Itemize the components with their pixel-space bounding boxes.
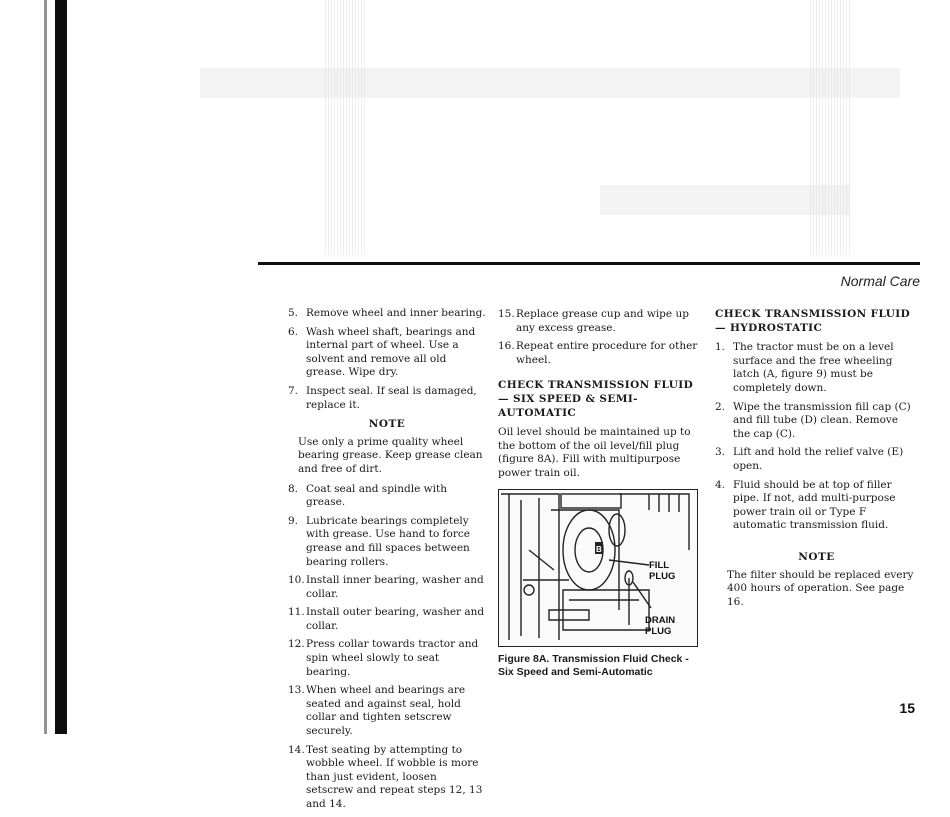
figure-marker: B — [596, 544, 602, 554]
step-item — [288, 684, 486, 738]
column-2 — [498, 308, 702, 679]
step-list — [288, 483, 486, 812]
scan-artifact — [325, 0, 365, 255]
step-number: 9. — [288, 514, 299, 527]
step-item — [288, 307, 486, 321]
step-item — [288, 744, 486, 812]
step-list — [288, 307, 486, 412]
step-number: 7. — [288, 384, 299, 397]
step-text: Test seating by attempting to wobble wheel. If wobble is more than just evident, loosen setscrew and repeat steps 12, 13 and 14. — [306, 743, 483, 810]
note-heading: NOTE — [798, 550, 835, 563]
step-number: 15. — [498, 308, 515, 320]
note-heading: NOTE — [368, 418, 406, 431]
drain-plug-label-line2: PLUG — [645, 625, 672, 637]
step-text: Wipe the transmission fill cap (C) and fill tube (D) clean. Remove the cap (C). — [733, 400, 911, 440]
step-text: When wheel and bearings are seated and against seal, hold collar and tighten setscrew securely. — [306, 684, 466, 738]
figure-caption: Figure 8A. Transmission Fluid Check - Six Speed and Semi-Automatic — [498, 652, 689, 678]
step-item — [288, 606, 486, 633]
step-item — [288, 326, 486, 380]
scan-artifact — [600, 185, 850, 215]
section-title: Normal Care — [840, 273, 920, 289]
step-item — [715, 446, 918, 473]
scan-artifact — [810, 0, 850, 255]
step-item — [288, 638, 486, 679]
step-item — [288, 385, 486, 412]
step-number: 14. — [288, 743, 305, 756]
step-list — [715, 341, 918, 533]
section-heading: CHECK TRANSMISSION FLUID — SIX SPEED & SEMI-AUTOMATIC — [498, 379, 694, 419]
figure-8a — [498, 489, 698, 647]
column-1 — [288, 307, 486, 817]
step-text: Press collar towards tractor and spin wheel slowly to seat bearing. — [306, 638, 479, 678]
step-text: Install inner bearing, washer and collar. — [306, 574, 484, 600]
note-text: Use only a prime quality wheel bearing grease. Keep grease clean and free of dirt. — [298, 435, 483, 475]
paragraph: Oil level should be maintained up to the bottom of the oil level/fill plug (figure 8A). Fill with multipurpose power train oil. — [498, 426, 691, 479]
step-item — [715, 401, 918, 442]
step-text: Lubricate bearings completely with grease. Use hand to force grease and fill spaces between bearing rollers. — [306, 514, 470, 568]
step-text: Inspect seal. If seal is damaged, replace it. — [306, 384, 477, 411]
binding-strip — [55, 0, 67, 734]
step-text: Lift and hold the relief valve (E) open. — [733, 446, 904, 472]
binding-edge — [44, 0, 47, 734]
fill-plug-label — [649, 560, 675, 582]
step-number: 3. — [715, 446, 726, 459]
step-number: 1. — [715, 341, 726, 354]
step-number: 5. — [288, 307, 299, 319]
step-number: 4. — [715, 478, 726, 491]
step-item — [288, 483, 486, 510]
drain-plug-label — [645, 615, 675, 637]
step-item — [498, 308, 702, 335]
step-number: 16. — [498, 340, 515, 353]
step-text: Remove wheel and inner bearing. — [306, 307, 486, 319]
note-text: The filter should be replaced every 400 hours of operation. See page 16. — [727, 568, 914, 608]
scan-artifact — [200, 68, 900, 98]
column-3 — [715, 308, 918, 615]
step-number: 10. — [288, 574, 305, 587]
step-text: The tractor must be on a level surface and the free wheeling latch (A, figure 9) must be completely down. — [733, 341, 894, 394]
step-item — [288, 574, 486, 601]
step-item — [715, 341, 918, 395]
step-number: 12. — [288, 638, 305, 651]
header-rule — [258, 262, 920, 265]
step-number: 2. — [715, 400, 726, 413]
step-number: 6. — [288, 325, 299, 338]
drain-plug-label-line1: DRAIN — [645, 614, 676, 626]
fill-plug-label-line1: FILL — [649, 559, 670, 571]
step-number: 8. — [288, 482, 299, 495]
step-list — [498, 308, 702, 367]
step-text: Install outer bearing, washer and collar. — [306, 606, 485, 632]
step-text: Coat seal and spindle with grease. — [306, 482, 448, 509]
step-item — [498, 340, 702, 367]
step-text: Wash wheel shaft, bearings and internal part of wheel. Use a solvent and remove all old grease. Wipe dry. — [306, 325, 476, 379]
step-text: Fluid should be at top of filler pipe. If not, add multi-purpose power train oil or Type F automatic transmission fluid. — [733, 478, 896, 532]
step-item — [715, 479, 918, 533]
step-number: 13. — [288, 684, 305, 697]
page-number: 15 — [899, 700, 915, 716]
step-number: 11. — [288, 606, 305, 619]
section-heading: CHECK TRANSMISSION FLUID — HYDROSTATIC — [715, 308, 911, 334]
step-text: Replace grease cup and wipe up any excess grease. — [516, 308, 689, 334]
step-item — [288, 515, 486, 569]
fill-plug-label-line2: PLUG — [649, 570, 676, 582]
step-text: Repeat entire procedure for other wheel. — [516, 340, 698, 366]
